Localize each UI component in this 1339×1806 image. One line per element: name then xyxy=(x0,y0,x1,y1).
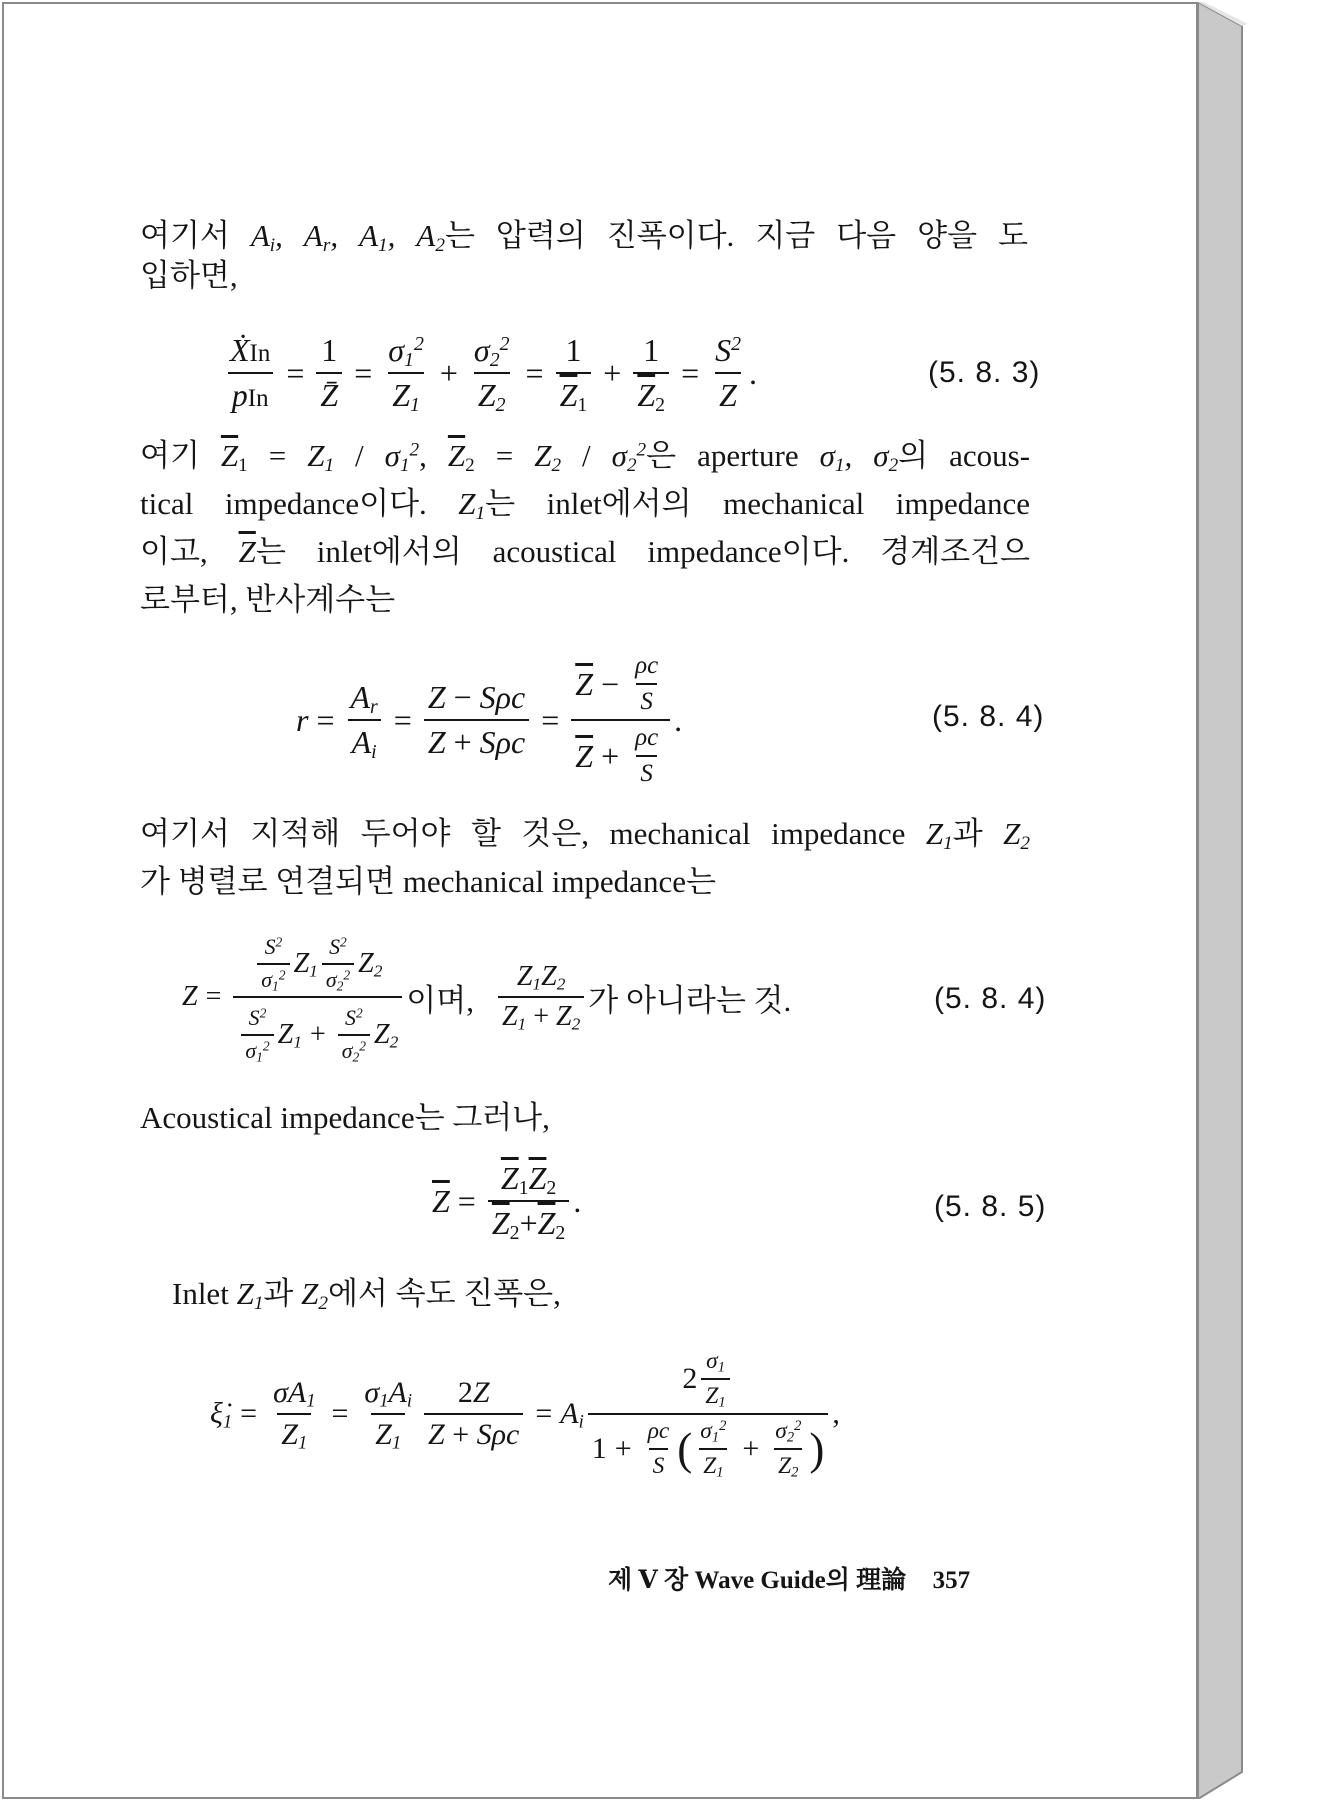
equation-number-5-8-5: (5. 8. 5) xyxy=(934,1190,1047,1223)
paragraph-1-line-1: 여기서 $A_i$, $A_r$, $A_1$, $A_2$는 압력의 진폭이다. 지금 다음 양을 도 xyxy=(140,218,1028,256)
paragraph-2-line-4: 로부터, 반사계수는 xyxy=(140,582,396,617)
equation-number-5-8-3: (5. 8. 3) xyxy=(928,356,1041,389)
paragraph-1-line-2: 입하면, xyxy=(140,258,238,293)
page-number: 357 xyxy=(932,1567,971,1594)
paragraph-2-line-2: tical impedance이다. $Z_1$는 inlet에서의 mechanical impedance xyxy=(140,486,1030,524)
equation-velocity-amplitude: $\xi̇_1$ = $\frac{\sigma A_1}{Z_1}$ = $\frac{\sigma_1A_i}{Z_1}$ $\frac{2Z}{\text{Z + Sρc}}$ = $A_i$ 2 $\frac{\sigma_1}{Z_1}$ 1 + $\frac{\rho c}{S}$ ( $\frac{\sigma_1^2}{Z_1}$ + $\frac{\sigma_2^2}{Z_2}$ ) , xyxy=(210,1348,840,1481)
equation-5-8-5: $\overline{Z}$ = $\frac{\overline{Z}_1\overline{Z}_2}{\overline{Z}_2+\overline{Z}_2}$ . xyxy=(432,1160,582,1244)
equation-5-8-4-reflection: r = $\frac{A_r}{A_i}$ = $\frac{\text{Z − Sρc}}{\text{Z + Sρc}}$ = $\overline{Z}$ − $\frac{\rho c}{S}$ $\overline{Z}$ + $\frac{\rho c}{S}$ . xyxy=(296,652,683,787)
paragraph-3-line-2: 가 병렬로 연결되면 mechanical impedance는 xyxy=(140,864,716,899)
chapter-title: 제 Ⅴ 장 Wave Guide의 理論 xyxy=(608,1567,907,1594)
equation-number-5-8-4a: (5. 8. 4) xyxy=(932,700,1045,733)
page-edge xyxy=(1198,2,1248,1799)
paragraph-3-line-1: 여기서 지적해 두어야 할 것은, mechanical impedance $Z_1$과 $Z_2$ xyxy=(140,816,1031,854)
paragraph-2-line-3: 이고, $\overline{Z}$는 inlet에서의 acoustical impedance이다. 경계조건으 xyxy=(140,534,1030,569)
equation-number-5-8-4b: (5. 8. 4) xyxy=(934,982,1047,1015)
paragraph-4-line-1: Acoustical impedance는 그러나, xyxy=(140,1100,550,1135)
paragraph-2-line-1: 여기 $\overline{Z}_1 = Z_1 / \sigma_1^2$, $\overline{Z}_2 = Z_2 / \sigma_2^2$은 aperture $\sigma_1$, $\sigma_2$의 acous- xyxy=(140,438,1031,476)
paragraph-5-line-1: Inlet $Z_1$과 $Z_2$에서 속도 진폭은, xyxy=(172,1276,561,1314)
equation-5-8-3: $\frac{\text{ẊIn}}{\text{pIn}}$ = $\frac{1}{Z̄}$ = $\frac{\sigma_1^2}{Z_1}$ + $\frac{\sigma_2^2}{Z_2}$ = $\frac{1}{\overline{Z}_1}$ + $\frac{1}{\overline{Z}_2}$ = $\frac{S^2}{Z}$ . xyxy=(222,332,757,414)
running-footer xyxy=(608,1560,970,1596)
equation-5-8-4-parallel: Z = $\frac{S^2}{\sigma_1^2}$ $Z_1$ $\frac{S^2}{\sigma_2^2}$ $Z_2$ $\frac{S^2}{\sigma_1^2}$ $Z_1$ + $\frac{S^2}{\sigma_2^2}$ $Z_2$ 이며, $\frac{Z_1Z_2}{Z_1 + Z_2}$ 가 아니라는 것. xyxy=(182,934,792,1065)
